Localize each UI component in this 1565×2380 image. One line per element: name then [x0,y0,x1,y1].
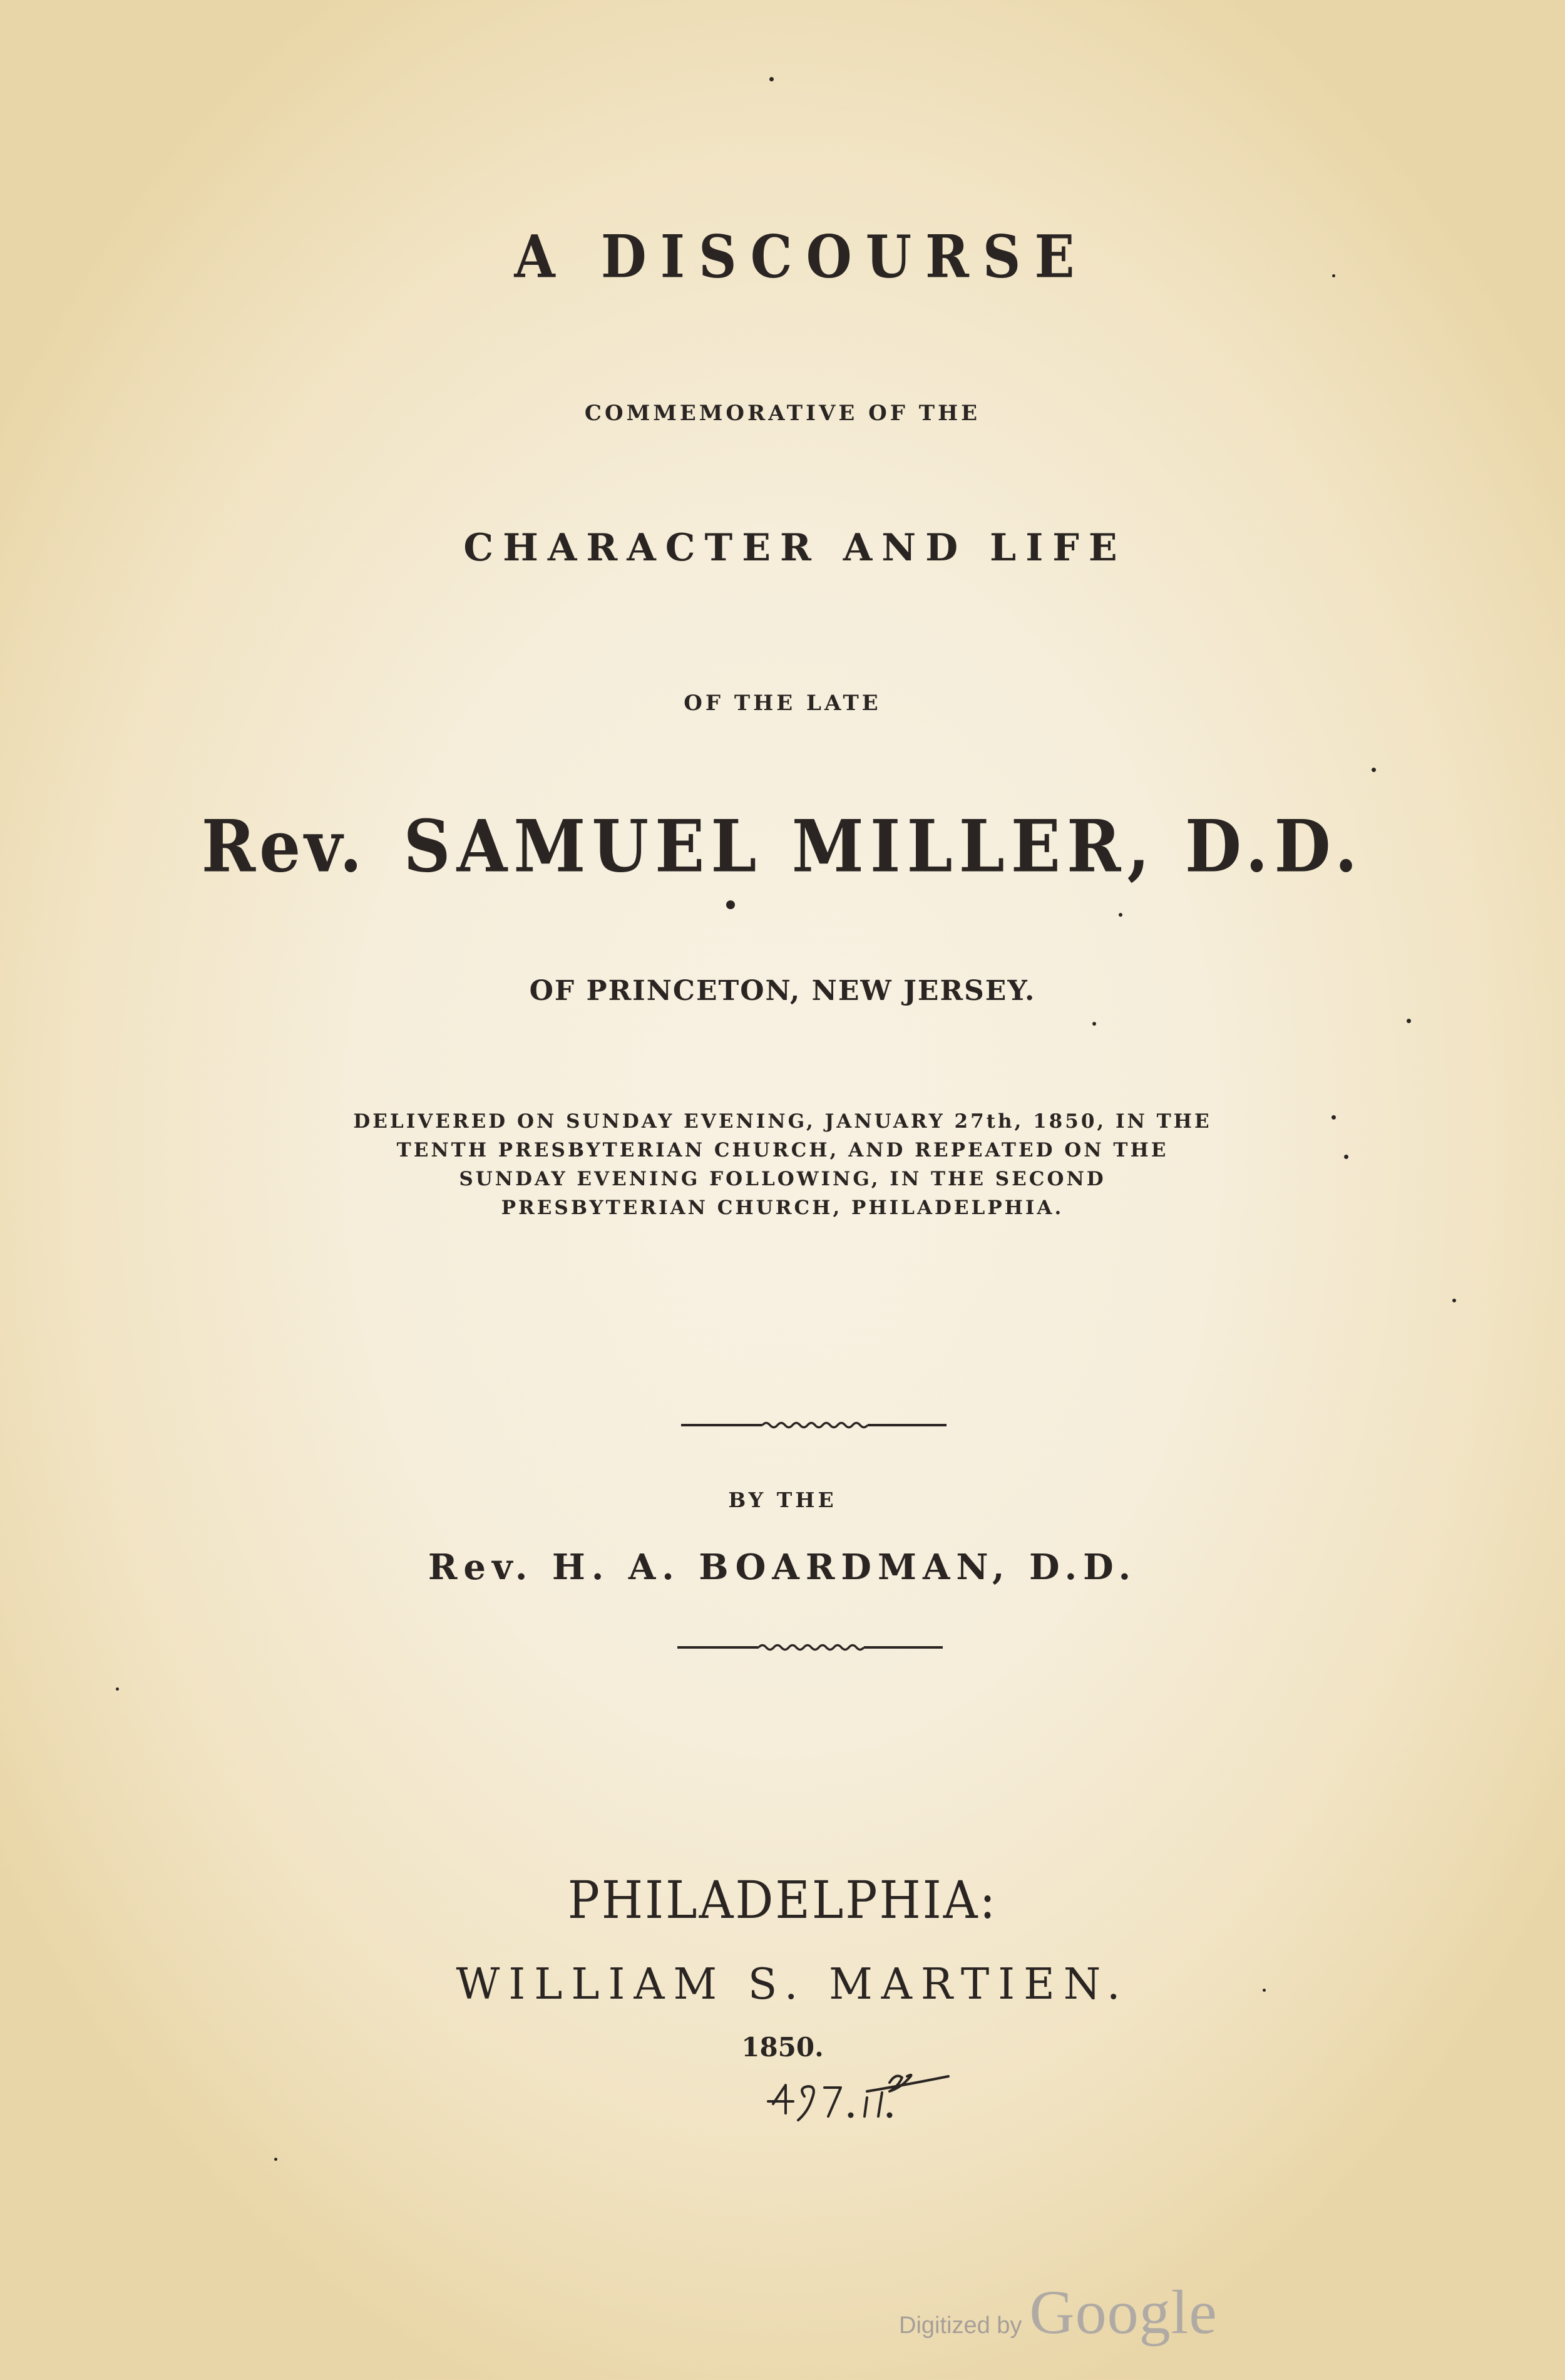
ink-speck [1452,1299,1456,1302]
subtitle-character-and-life: CHARACTER AND LIFE [463,526,1127,570]
ink-speck [1344,1155,1348,1159]
digitized-by-label: Digitized by [899,2312,1022,2339]
delivery-line: DELIVERED ON SUNDAY EVENING, JANUARY 27th, 1850, IN THE [353,1110,1212,1133]
ink-speck [769,77,774,81]
author-line [0,1547,1565,1588]
delivery-line: PRESBYTERIAN CHURCH, PHILADELPHIA. [501,1197,1064,1219]
book-title: A DISCOURSE [514,222,1089,291]
imprint-publisher: WILLIAM S. MARTIEN. [456,1960,1129,2009]
delivery-note [0,1107,1565,1222]
by-line: BY THE [728,1488,837,1512]
imprint-year: 1850. [741,2032,824,2063]
author-title-prefix: Rev. [428,1547,534,1588]
ink-speck [1407,1019,1411,1023]
ink-speck [1332,1115,1336,1120]
ink-speck [1372,768,1376,772]
ink-speck [1119,913,1122,917]
subtitle-of-the-late: OF THE LATE [684,691,881,716]
google-logo: Google [1029,2277,1218,2347]
ink-speck [274,2158,277,2161]
subject-name-line [0,804,1565,889]
subject-name: SAMUEL MILLER, D.D. [403,803,1364,889]
delivery-line: TENTH PRESBYTERIAN CHURCH, AND REPEATED ON THE [396,1139,1169,1162]
decorative-rule-lower [677,1641,943,1654]
ink-speck [1332,274,1335,277]
ink-speck [116,1687,119,1691]
decorative-rule-upper [681,1418,947,1432]
subject-place: OF PRINCETON, NEW JERSEY. [529,975,1036,1007]
digitized-watermark [899,2276,1218,2348]
delivery-line: SUNDAY EVENING FOLLOWING, IN THE SECOND [459,1168,1106,1190]
ink-speck [1092,1022,1096,1026]
subject-title-prefix: Rev. [201,803,366,889]
ink-speck [1263,1989,1266,1992]
ink-speck [726,900,735,909]
subtitle-commemorative: COMMEMORATIVE OF THE [584,401,981,426]
handwritten-shelfmark-image [767,2060,992,2135]
imprint-city: PHILADELPHIA: [567,1870,998,1930]
author-name: H. A. BOARDMAN, D.D. [552,1547,1137,1588]
